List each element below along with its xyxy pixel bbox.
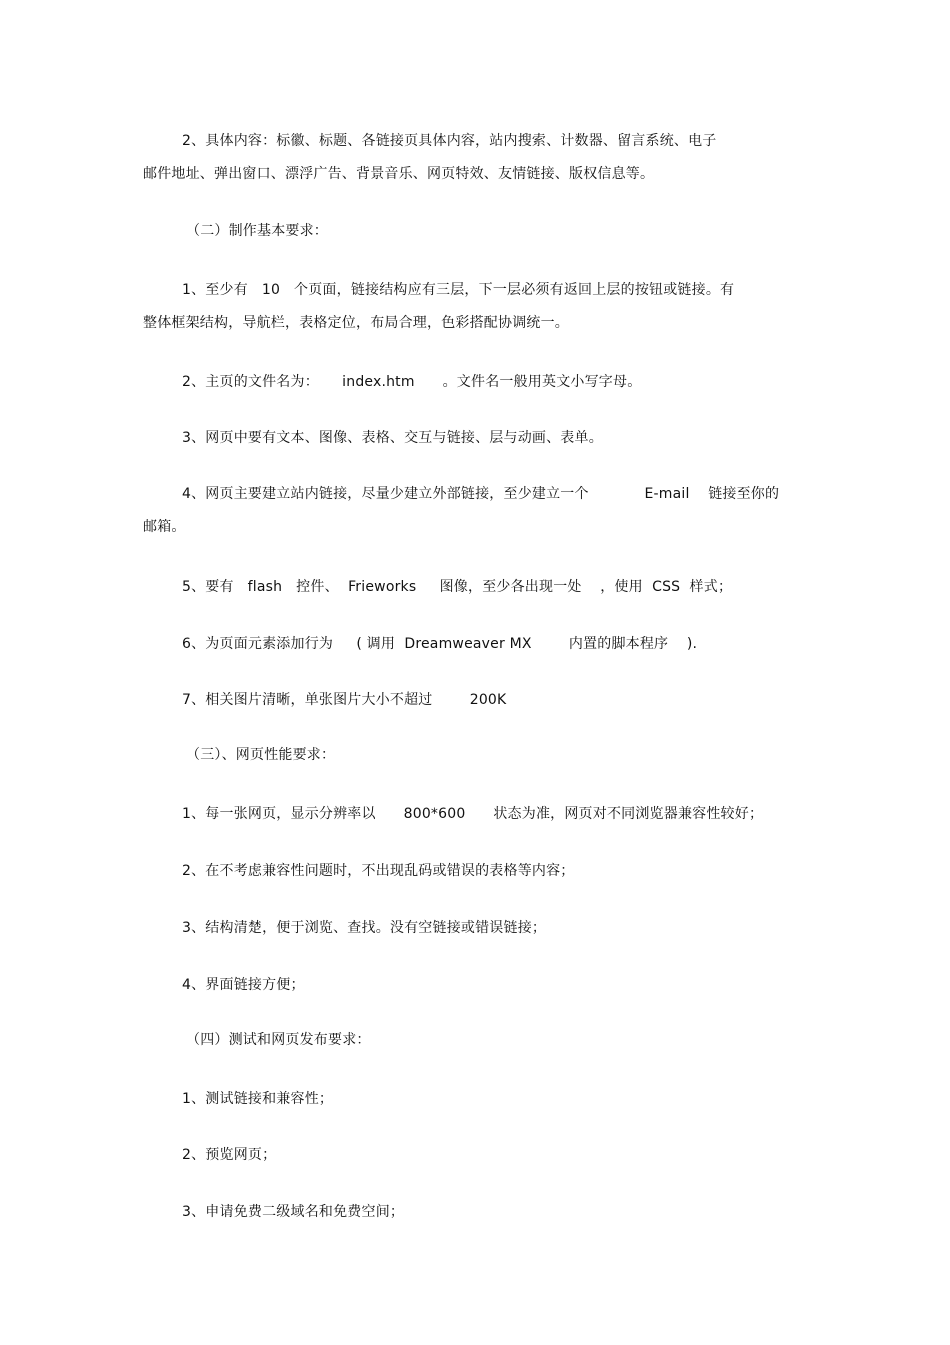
performance-item-3: 3、结构清楚，便于浏览、查找。没有空链接或错误链接； — [182, 920, 547, 936]
requirement-item-6: 6、为页面元素添加行为 ( 调用 Dreamweaver MX 内置的脚本程序 ). — [182, 636, 698, 652]
section-heading-testing-publishing: （四）测试和网页发布要求： — [186, 1032, 371, 1048]
paragraph-content-items: 2、具体内容：标徽、标题、各链接页具体内容，站内搜索、计数器、留言系统、电子 — [182, 133, 717, 149]
testing-item-3: 3、申请免费二级域名和免费空间； — [182, 1204, 405, 1220]
requirement-item-1-cont: 整体框架结构，导航栏，表格定位，布局合理，色彩搭配协调统一。 — [143, 315, 569, 331]
testing-item-1: 1、测试链接和兼容性； — [182, 1091, 334, 1107]
performance-item-2: 2、在不考虑兼容性问题时，不出现乱码或错误的表格等内容； — [182, 863, 575, 879]
requirement-item-5: 5、要有 flash 控件、 Frieworks 图像，至少各出现一处 ，使用 CSS 样式； — [182, 579, 733, 595]
requirement-item-7: 7、相关图片清晰，单张图片大小不超过 200K — [182, 692, 507, 708]
requirement-item-4: 4、网页主要建立站内链接，尽量少建立外部链接，至少建立一个 E-mail 链接至你的 — [182, 486, 780, 502]
requirement-item-2: 2、主页的文件名为： index.htm 。文件名一般用英文小写字母。 — [182, 374, 642, 390]
requirement-item-4-cont: 邮箱。 — [143, 519, 186, 535]
section-heading-basic-requirements: （二）制作基本要求： — [186, 223, 328, 239]
requirement-item-1: 1、至少有 10 个页面，链接结构应有三层，下一层必须有返回上层的按钮或链接。有 — [182, 282, 735, 298]
requirement-item-3: 3、网页中要有文本、图像、表格、交互与链接、层与动画、表单。 — [182, 430, 603, 446]
performance-item-1: 1、每一张网页，显示分辨率以 800*600 状态为准，网页对不同浏览器兼容性较好； — [182, 806, 764, 822]
performance-item-4: 4、界面链接方便； — [182, 977, 305, 993]
paragraph-content-items-cont: 邮件地址、弹出窗口、漂浮广告、背景音乐、网页特效、友情链接、版权信息等。 — [143, 166, 655, 182]
section-heading-performance: （三）、网页性能要求： — [186, 747, 336, 763]
testing-item-2: 2、预览网页； — [182, 1147, 277, 1163]
